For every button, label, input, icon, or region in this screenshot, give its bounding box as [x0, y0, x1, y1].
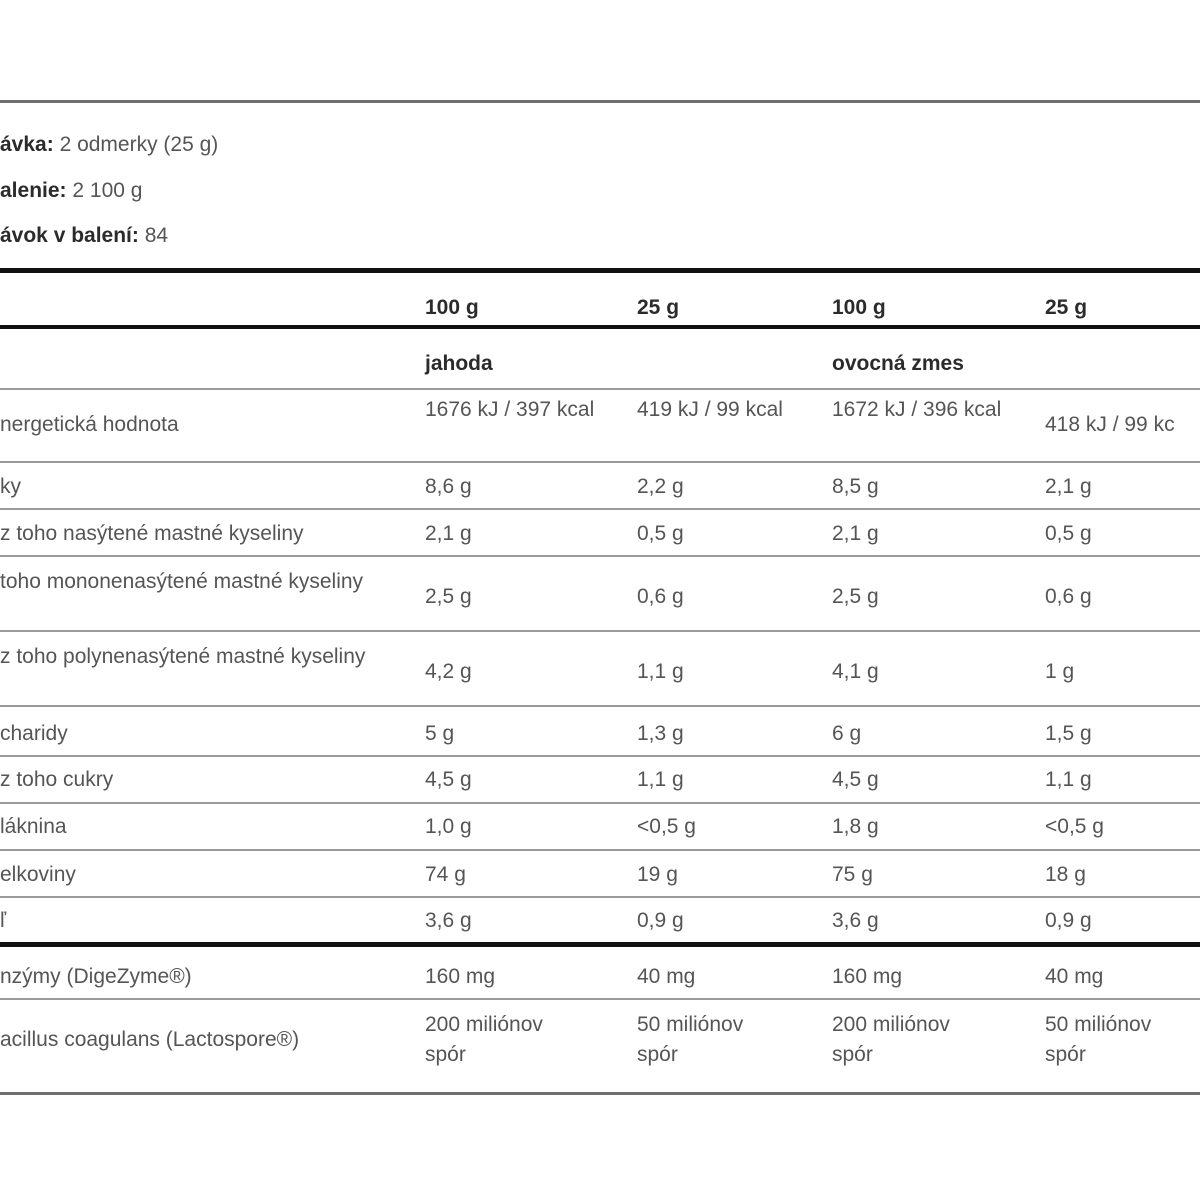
flavor-label: jahoda	[425, 352, 493, 375]
row-divider	[0, 630, 1200, 632]
cell-value: 0,9 g	[1045, 909, 1092, 932]
top-border	[0, 100, 1200, 103]
cell-value: 4,5 g	[425, 768, 472, 791]
cell-value: 1,1 g	[637, 660, 684, 683]
cell-value: 200 miliónov spór	[425, 1013, 543, 1066]
cell-value: 2,1 g	[425, 522, 472, 545]
cell-value: <0,5 g	[637, 815, 696, 838]
row-divider	[0, 555, 1200, 557]
cell-value: 2,2 g	[637, 475, 684, 498]
cell-value: 19 g	[637, 863, 678, 886]
cell-value: 160 mg	[425, 965, 496, 988]
serving-size-label: ávka:	[0, 133, 54, 156]
cell-value: 4,5 g	[832, 768, 879, 791]
section-divider	[0, 942, 1200, 947]
row-label: acillus coagulans (Lactospore®)	[0, 1028, 300, 1051]
row-divider	[0, 461, 1200, 463]
cell-value: 6 g	[832, 722, 862, 745]
header-bottom-divider	[0, 325, 1200, 329]
cell-value: 50 miliónov spór	[1045, 1013, 1152, 1066]
cell-value: <0,5 g	[1045, 815, 1104, 838]
servings-count-value: 84	[144, 224, 169, 247]
cell-value: 3,6 g	[425, 909, 472, 932]
servings-count-line	[0, 224, 168, 248]
package-size-line	[0, 179, 142, 203]
cell-value: 50 miliónov spór	[637, 1013, 744, 1066]
cell-value: 160 mg	[832, 965, 903, 988]
flavor-label: ovocná zmes	[832, 352, 964, 375]
cell-value: 8,6 g	[425, 475, 472, 498]
col-header: 25 g	[1045, 296, 1088, 319]
row-divider	[0, 849, 1200, 851]
servings-count-label: ávok v balení:	[0, 224, 139, 247]
row-divider	[0, 508, 1200, 510]
row-divider	[0, 802, 1200, 804]
row-label: charidy	[0, 722, 68, 745]
cell-value: 74 g	[425, 863, 466, 886]
row-divider	[0, 705, 1200, 707]
cell-value: 1,1 g	[637, 768, 684, 791]
col-header: 100 g	[832, 296, 886, 319]
cell-value: 2,5 g	[425, 585, 472, 608]
cell-value: 0,5 g	[1045, 522, 1092, 545]
row-label: z toho polynenasýtené mastné kyseliny	[0, 645, 366, 668]
col-header: 100 g	[425, 296, 479, 319]
cell-value: 419 kJ / 99 kcal	[637, 398, 783, 421]
row-divider	[0, 755, 1200, 757]
row-label: láknina	[0, 815, 67, 838]
col-header: 25 g	[637, 296, 680, 319]
row-label: z toho nasýtené mastné kyseliny	[0, 522, 304, 545]
cell-value: 0,6 g	[637, 585, 684, 608]
row-label: elkoviny	[0, 863, 76, 886]
cell-value: 3,6 g	[832, 909, 879, 932]
cell-value: 1,8 g	[832, 815, 879, 838]
cell-value: 1 g	[1045, 660, 1075, 683]
cell-value: 0,6 g	[1045, 585, 1092, 608]
cell-value: 4,2 g	[425, 660, 472, 683]
cell-value: 2,5 g	[832, 585, 879, 608]
cell-value: 8,5 g	[832, 475, 879, 498]
cell-value: 0,5 g	[637, 522, 684, 545]
row-divider	[0, 896, 1200, 898]
serving-size-line	[0, 133, 218, 157]
cell-value: 4,1 g	[832, 660, 879, 683]
row-label: nzýmy (DigeZyme®)	[0, 965, 192, 988]
row-divider	[0, 388, 1200, 390]
row-label: toho mononenasýtené mastné kyseliny	[0, 570, 364, 593]
cell-value: 2,1 g	[1045, 475, 1092, 498]
package-size-value: 2 100 g	[72, 179, 143, 202]
cell-value: 200 miliónov spór	[832, 1013, 950, 1066]
cell-value: 2,1 g	[832, 522, 879, 545]
cell-value: 5 g	[425, 722, 455, 745]
row-label: ky	[0, 475, 21, 498]
bottom-border	[0, 1092, 1200, 1095]
row-divider	[0, 998, 1200, 1000]
cell-value: 40 mg	[637, 965, 696, 988]
cell-value: 1,1 g	[1045, 768, 1092, 791]
cell-value: 1672 kJ / 396 kcal	[832, 398, 1002, 421]
cell-value: 0,9 g	[637, 909, 684, 932]
serving-size-value: 2 odmerky (25 g)	[59, 133, 219, 156]
cell-value: 40 mg	[1045, 965, 1104, 988]
header-top-divider	[0, 268, 1200, 273]
cell-value: 1,3 g	[637, 722, 684, 745]
cell-value: 18 g	[1045, 863, 1086, 886]
cell-value: 1,5 g	[1045, 722, 1092, 745]
row-label: z toho cukry	[0, 768, 114, 791]
row-label: ľ	[0, 909, 7, 932]
package-size-label: alenie:	[0, 179, 67, 202]
row-label: nergetická hodnota	[0, 413, 179, 436]
cell-value: 1676 kJ / 397 kcal	[425, 398, 595, 421]
cell-value: 75 g	[832, 863, 873, 886]
cell-value: 1,0 g	[425, 815, 472, 838]
cell-value: 418 kJ / 99 kc	[1045, 413, 1175, 436]
